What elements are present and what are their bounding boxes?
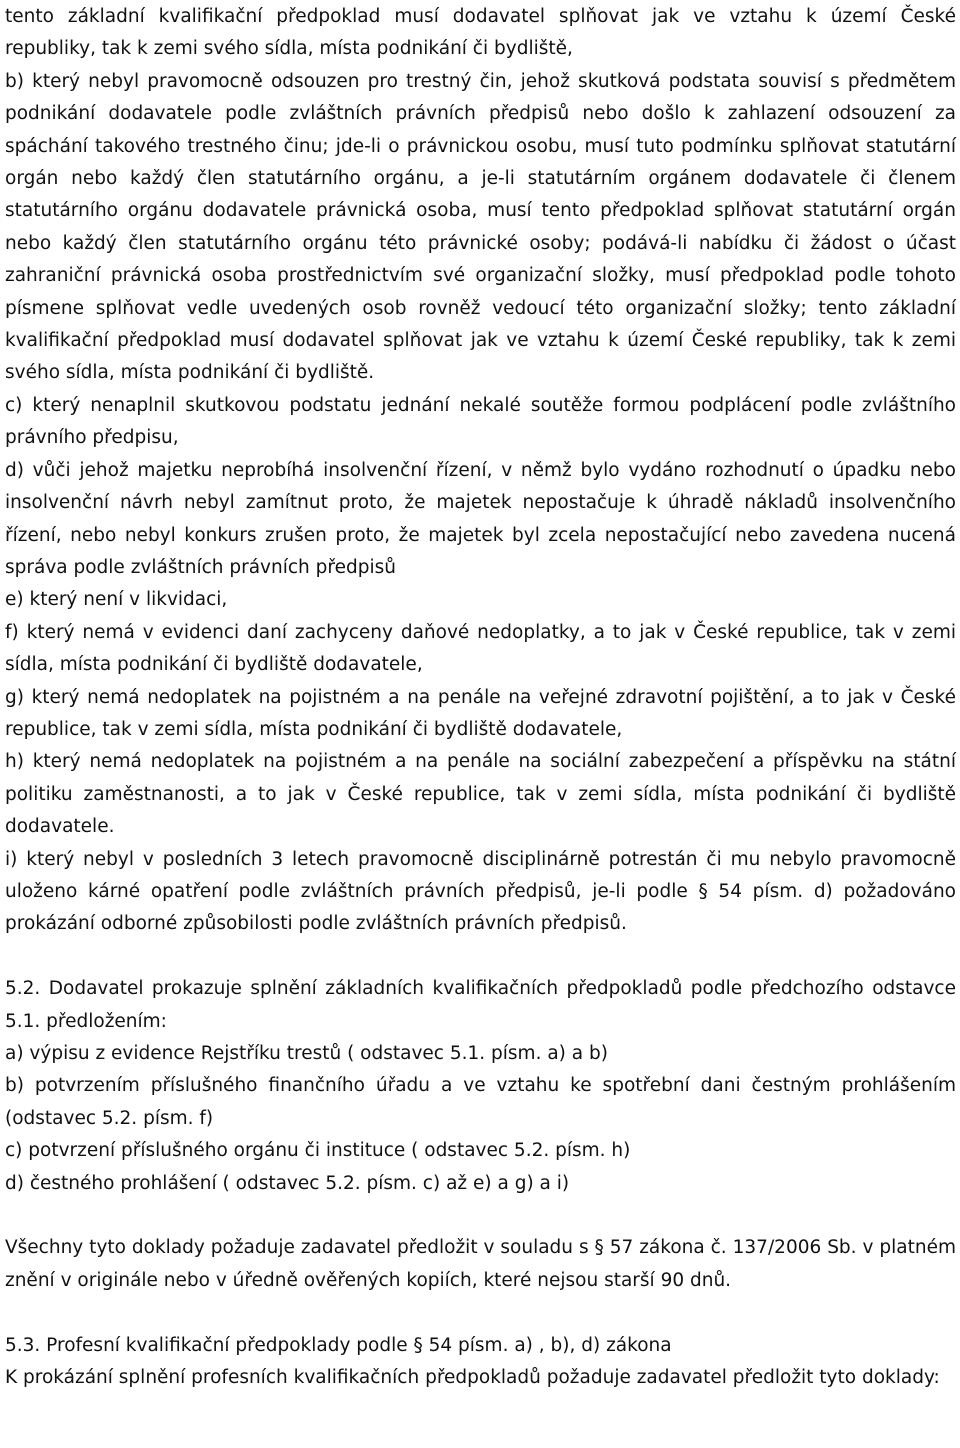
section-5-3-intro: K prokázání splnění profesních kvalifikačních předpokladů požaduje zadavatel předložit tyto doklady: — [5, 1367, 940, 1389]
paragraph-item-e: e) který není v likvidaci, — [5, 589, 228, 611]
spacer — [5, 941, 956, 973]
spacer — [5, 1297, 956, 1329]
paragraph-item-i: i) který nebyl v posledních 3 letech pravomocně disciplinárně potrestán či mu nebylo pravomocně uloženo kárné opatření podle zvláštních právních předpisů, je-li podle § 54 písm. d) požadováno prokázání odborné způsobilosti podle zvláštních právních předpisů. — [5, 848, 956, 935]
paragraph-item-h: h) který nemá nedoplatek na pojistném a na penále na sociální zabezpečení a příspěvku na státní politiku zaměstnanosti, a to jak v České republice, tak v zemi sídla, místa podnikání či bydliště dodavatele. — [5, 751, 956, 838]
section-5-2-item-c: c) potvrzení příslušného orgánu či instituce ( odstavec 5.2. písm. h) — [5, 1140, 631, 1162]
section-5-3-heading: 5.3. Profesní kvalifikační předpoklady podle § 54 písm. a) , b), d) zákona — [5, 1334, 672, 1356]
paragraph-item-g: g) který nemá nedoplatek na pojistném a na penále na veřejné zdravotní pojištění, a to jak v České republice, tak v zemi sídla, místa podnikání či bydliště dodavatele, — [5, 686, 956, 740]
spacer — [5, 1200, 956, 1232]
documents-requirement-paragraph: Všechny tyto doklady požaduje zadavatel předložit v souladu s § 57 zákona č. 137/2006 Sb. v platném znění v originále nebo v úředně ověřených kopiích, které nejsou starší 90 dnů. — [5, 1237, 956, 1291]
paragraph-item-d: d) vůči jehož majetku neprobíhá insolvenční řízení, v němž bylo vydáno rozhodnutí o úpadku nebo insolvenční návrh nebyl zamítnut proto, že majetek nepostačuje k úhradě nákladů insolvenčního řízení, nebo nebyl konkurs zrušen proto, že majetek byl zcela nepostačující nebo zavedena nucená správa podle zvláštních právních předpisů — [5, 459, 956, 578]
section-5-2-item-d: d) čestného prohlášení ( odstavec 5.2. písm. c) až e) a g) a i) — [5, 1172, 570, 1194]
paragraph-item-c: c) který nenaplnil skutkovou podstatu jednání nekalé soutěže formou podplácení podle zvláštního právního předpisu, — [5, 394, 956, 449]
section-5-2-intro: 5.2. Dodavatel prokazuje splnění základních kvalifikačních předpokladů podle předchozího odstavce 5.1. předložením: — [5, 978, 956, 1032]
paragraph-item-f: f) který nemá v evidenci daní zachyceny daňové nedoplatky, a to jak v České republice, tak v zemi sídla, místa podnikání či bydliště dodavatele, — [5, 621, 956, 676]
document-page — [5, 0, 956, 1394]
section-5-2-item-a: a) výpisu z evidence Rejstříku trestů ( odstavec 5.1. písm. a) a b) — [5, 1042, 608, 1064]
paragraph-continuation-a: tento základní kvalifikační předpoklad musí dodavatel splňovat jak ve vztahu k území České republiky, tak k zemi svého sídla, místa podnikání či bydliště, — [5, 6, 956, 60]
paragraph-item-b: b) který nebyl pravomocně odsouzen pro trestný čin, jehož skutková podstata souvisí s předmětem podnikání dodavatele podle zvláštních právních předpisů nebo došlo k zahlazení odsouzení za spáchání takového trestného činu; jde-li o právnickou osobu, musí tuto podmínku splňovat statutární orgán nebo každý člen statutárního orgánu, a je-li statutárním orgánem dodavatele či členem statutárního orgánu dodavatele právnická osoba, musí tento předpoklad splňovat statutární orgán nebo každý člen statutárního orgánu této právnické osoby; podává-li nabídku či žádost o účast zahraniční právnická osoba prostřednictvím své organizační složky, musí předpoklad podle tohoto písmene splňovat vedle uvedených osob rovněž vedoucí této organizační složky; tento základní kvalifikační předpoklad musí dodavatel splňovat jak ve vztahu k území České republiky, tak k zemi svého sídla, místa podnikání či bydliště. — [5, 70, 956, 384]
section-5-2-item-b: b) potvrzením příslušného finančního úřadu a ve vztahu ke spotřební dani čestným prohlášením (odstavec 5.2. písm. f) — [5, 1075, 956, 1129]
